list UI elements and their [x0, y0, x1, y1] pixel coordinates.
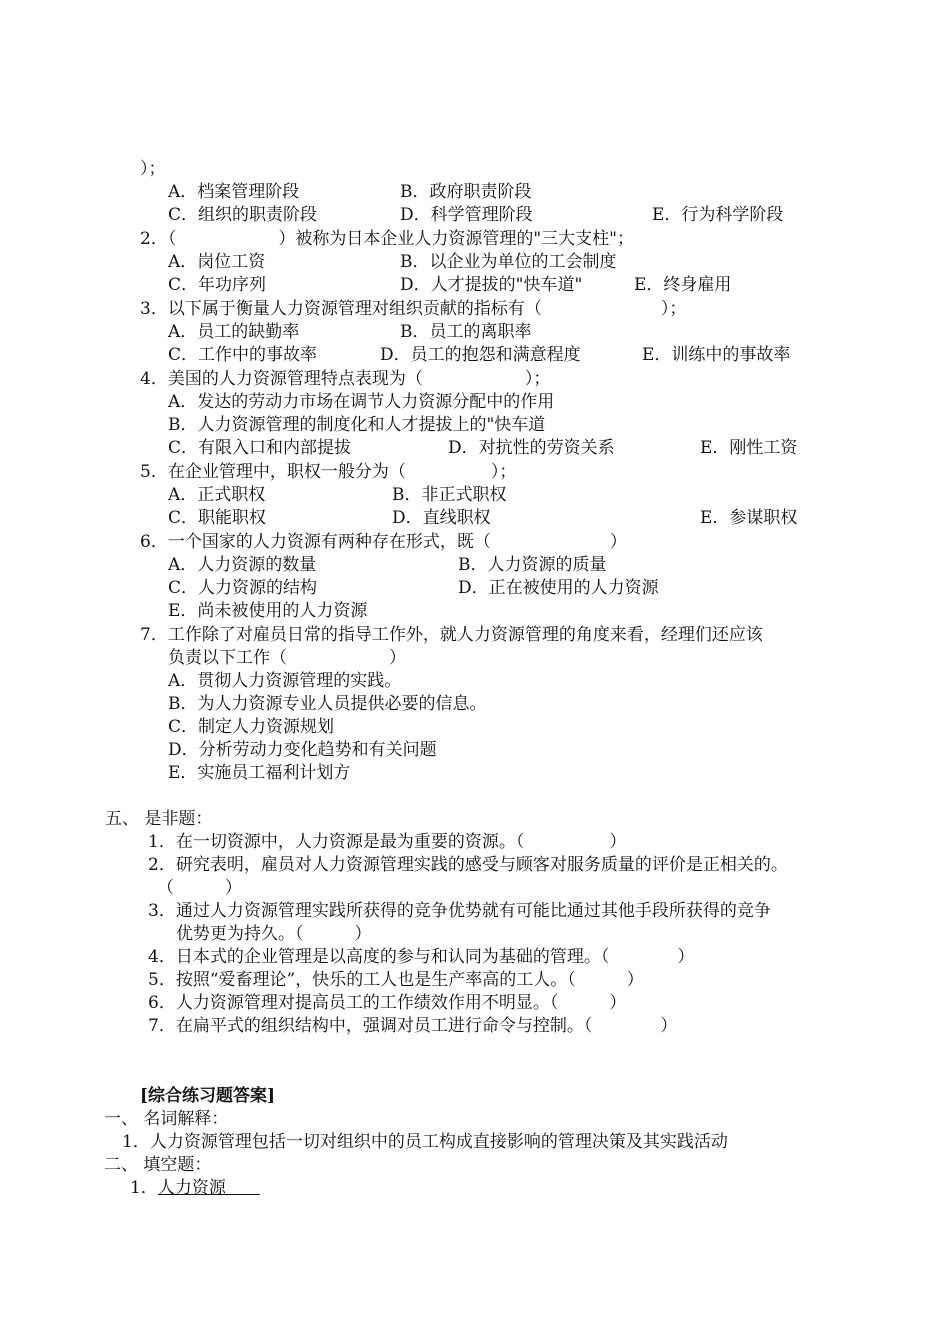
q3-option-d: D．员工的抱怨和满意程度: [380, 345, 581, 365]
answers-item-1: 1．人力资源管理包括一切对组织中的员工构成直接影响的管理决策及其实践活动: [122, 1132, 728, 1152]
q3-option-e: E．训练中的事故率: [642, 345, 791, 365]
answers-fill-1-value: 人力资源: [157, 1178, 260, 1198]
q1-option-d: D．科学管理阶段: [400, 205, 533, 225]
q6-option-c: C．人力资源的结构: [168, 578, 318, 598]
q7-option-d: D．分析劳动力变化趋势和有关问题: [168, 740, 437, 760]
q6-option-b: B．人力资源的质量: [458, 555, 607, 575]
q1-tail: ）；: [140, 159, 166, 179]
q6-option-e: E．尚未被使用的人力资源: [168, 601, 368, 621]
q2-option-b: B．以企业为单位的工会制度: [400, 252, 617, 272]
q3-option-c: C．工作中的事故率: [168, 345, 318, 365]
q4-option-a: A．发达的劳动力市场在调节人力资源分配中的作用: [168, 392, 555, 412]
answers-title: [综合练习题答案]: [140, 1086, 276, 1106]
q1-option-b: B．政府职责阶段: [400, 182, 532, 202]
answers-heading-1: 一、 名词解释：: [104, 1109, 229, 1129]
q2-option-e: E．终身雇用: [634, 275, 732, 295]
tf-section-title: 五、 是非题：: [105, 809, 213, 829]
q7-stem-cont: 负责以下工作（ ）: [168, 648, 406, 668]
q6-option-d: D．正在被使用的人力资源: [458, 578, 659, 598]
q6-stem: 6．一个国家的人力资源有两种存在形式，既（ ）: [140, 532, 627, 552]
q2-stem: 2．（ ）被称为日本企业人力资源管理的"三大支柱"；: [140, 229, 634, 249]
answers-fill-1-number: 1．: [130, 1178, 158, 1198]
tf-item-5: 5．按照“爱畜理论”，快乐的工人也是生产率高的工人。（ ）: [148, 970, 644, 990]
q4-stem: 4．美国的人力资源管理特点表现为（ ）；: [140, 369, 551, 389]
q3-option-b: B．员工的离职率: [400, 322, 532, 342]
q4-option-e: E．刚性工资: [700, 438, 798, 458]
q7-option-c: C．制定人力资源规划: [168, 717, 335, 737]
tf-item-2: 2．研究表明，雇员对人力资源管理实践的感受与顾客对服务质量的评价是正相关的。: [148, 855, 788, 875]
q1-option-c: C．组织的职责阶段: [168, 205, 318, 225]
q7-option-a: A．贯彻人力资源管理的实践。: [168, 671, 402, 691]
q4-option-c: C．有限入口和内部提拔: [168, 438, 352, 458]
answers-fill-1: [130, 1177, 260, 1200]
q4-option-d: D．对抗性的劳资关系: [448, 438, 615, 458]
q4-option-b: B．人力资源管理的制度化和人才提拔上的"快车道: [168, 415, 546, 435]
answers-heading-2: 二、 填空题：: [104, 1155, 212, 1175]
tf-item-6: 6．人力资源管理对提高员工的工作绩效作用不明显。（ ）: [148, 993, 627, 1013]
q5-stem: 5．在企业管理中，职权一般分为（ ）；: [140, 462, 517, 482]
q3-option-a: A．员工的缺勤率: [168, 322, 300, 342]
q2-option-a: A．岗位工资: [168, 252, 266, 272]
q1-option-e: E．行为科学阶段: [652, 205, 784, 225]
tf-item-3-cont: 优势更为持久。（ ）: [176, 924, 372, 944]
tf-item-4: 4．日本式的企业管理是以高度的参与和认同为基础的管理。（ ）: [148, 947, 695, 967]
q5-option-b: B．非正式职权: [392, 485, 507, 505]
q7-option-e: E．实施员工福利计划方: [168, 763, 351, 783]
tf-item-7: 7．在扁平式的组织结构中，强调对员工进行命令与控制。（ ）: [148, 1016, 678, 1036]
q7-stem: 7．工作除了对雇员日常的指导工作外，就人力资源管理的角度来看，经理们还应该: [140, 625, 763, 645]
q3-stem: 3．以下属于衡量人力资源管理对组织贡献的指标有（ ）；: [140, 299, 687, 319]
q5-option-e: E．参谋职权: [700, 508, 798, 528]
q7-option-b: B．为人力资源专业人员提供必要的信息。: [168, 694, 487, 714]
tf-item-2-paren: （ ）: [157, 878, 242, 898]
tf-item-1: 1．在一切资源中，人力资源是最为重要的资源。（ ）: [148, 832, 627, 852]
q2-option-c: C．年功序列: [168, 275, 267, 295]
q2-option-d: D．人才提拔的"快车道": [400, 275, 583, 295]
q5-option-c: C．职能职权: [168, 508, 267, 528]
tf-item-3: 3．通过人力资源管理实践所获得的竞争优势就有可能比通过其他手段所获得的竞争: [148, 901, 771, 921]
q5-option-a: A．正式职权: [168, 485, 266, 505]
q1-option-a: A．档案管理阶段: [168, 182, 300, 202]
q5-option-d: D．直线职权: [392, 508, 491, 528]
q6-option-a: A．人力资源的数量: [168, 555, 317, 575]
